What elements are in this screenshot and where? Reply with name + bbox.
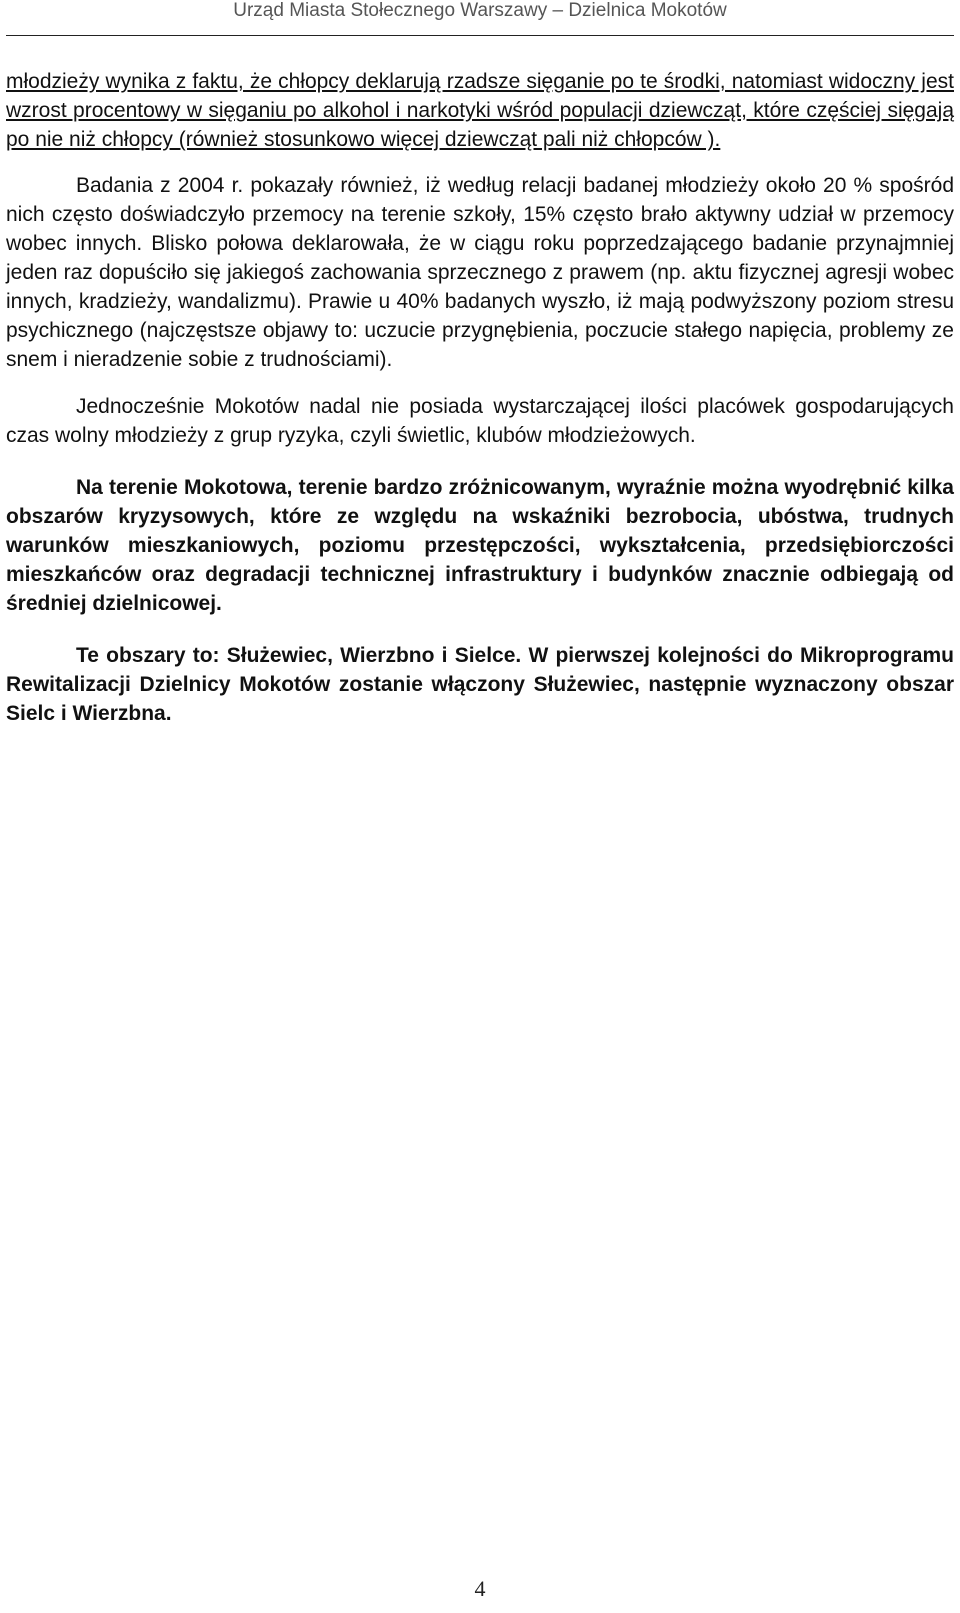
paragraph-survey-2004: Badania z 2004 r. pokazały również, iż według relacji badanej młodzieży około 20 % spośród nich często doświadczyło przemocy na terenie szkoły, 15% często brało aktywny udział w przemocy wobec innych. Blisko połowa deklarowała, że w ciągu roku poprzedzającego badanie przynajmniej jeden raz dopuściło się jakiegoś zachowania sprzecznego z prawem (np. aktu fizycznej agresji wobec innych, kradzieży, wandalizmu). Prawie u 40% badanych wyszło, iż mają podwyższony poziom stresu psychicznego (najczęstsze objawy to: uczucie przygnębienia, poczucie stałego napięcia, problemy ze snem i nieradzenie sobie z trudnościami). — [6, 174, 954, 371]
header-divider — [6, 35, 954, 36]
header-title: Urząd Miasta Stołecznego Warszawy – Dzielnica Mokotów — [233, 0, 727, 21]
paragraph-crisis-areas: Na terenie Mokotowa, terenie bardzo zróżnicowanym, wyraźnie można wyodrębnić kilka obszarów kryzysowych, które ze względu na wskaźniki bezrobocia, ubóstwa, trudnych warunków mieszkaniowych, poziomu przestępczości, wykształcenia, przedsiębiorczości mieszkańców oraz degradacji technicznej infrastruktury i budynków znacznie odbiegają od średniej dzielnicowej. — [6, 476, 954, 615]
paragraph-youth-facilities: Jednocześnie Mokotów nadal nie posiada wystarczającej ilości placówek gospodarujących czas wolny młodzieży z grup ryzyka, czyli świetlic, klubów młodzieżowych. — [6, 395, 954, 447]
paragraph-youth-substances: młodzieży wynika z faktu, że chłopcy deklarują rzadsze sięganie po te środki, natomiast widoczny jest wzrost procentowy w sięganiu po alkohol i narkotyki wśród populacji dziewcząt, które częściej sięgają po nie niż chłopcy (również stosunkowo więcej dziewcząt pali niż chłopców ). — [6, 70, 954, 151]
paragraph-revitalization-areas: Te obszary to: Służewiec, Wierzbno i Sielce. W pierwszej kolejności do Mikroprogramu Rewitalizacji Dzielnicy Mokotów zostanie włączony Służewiec, następnie wyznaczony obszar Sielc i Wierzbna. — [6, 644, 954, 725]
document-body — [6, 67, 954, 728]
page-number: 4 — [474, 1576, 486, 1601]
page-header — [0, 0, 960, 28]
